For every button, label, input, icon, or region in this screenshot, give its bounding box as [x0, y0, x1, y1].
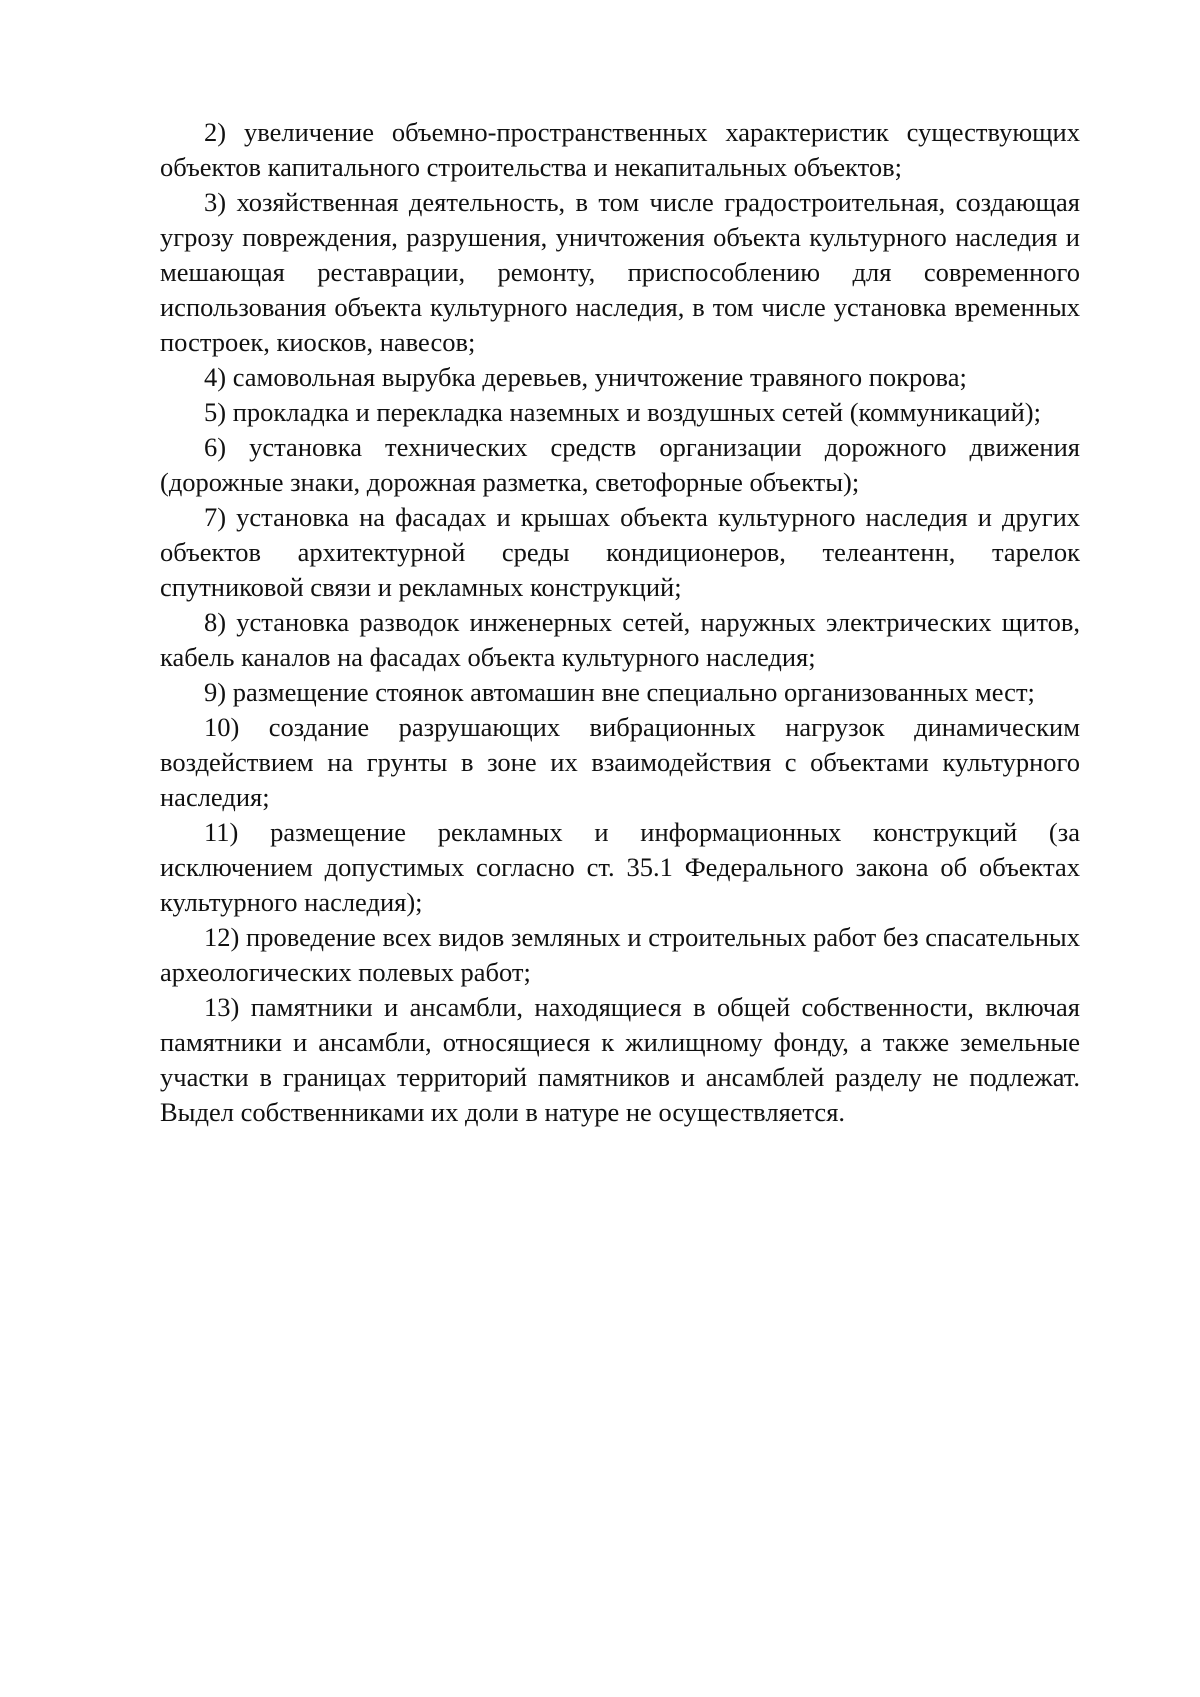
- list-item-4: 4) самовольная вырубка деревьев, уничтожение травяного покрова;: [204, 362, 967, 392]
- list-item-10: 10) создание разрушающих вибрационных нагрузок динамическим воздействием на грунты в зоне их взаимодействия с объектами культурного наследия;: [160, 712, 1080, 812]
- list-item-3: 3) хозяйственная деятельность, в том числе градостроительная, создающая угрозу повреждения, разрушения, уничтожения объекта культурного наследия и мешающая реставрации, ремонту, приспособлению для современного использования объекта культурного наследия, в том числе установка временных построек, киосков, навесов;: [160, 187, 1080, 357]
- document-body: [160, 115, 1080, 1130]
- list-item-11: 11) размещение рекламных и информационных конструкций (за исключением допустимых согласно ст. 35.1 Федерального закона об объектах культурного наследия);: [160, 817, 1080, 917]
- list-item-2: 2) увеличение объемно-пространственных характеристик существующих объектов капитального строительства и некапитальных объектов;: [160, 117, 1080, 182]
- list-item-13: 13) памятники и ансамбли, находящиеся в общей собственности, включая памятники и ансамбли, относящиеся к жилищному фонду, а также земельные участки в границах территорий памятников и ансамблей разделу не подлежат. Выдел собственниками их доли в натуре не осуществляется.: [160, 992, 1080, 1127]
- list-item-12: 12) проведение всех видов земляных и строительных работ без спасательных археологических полевых работ;: [160, 922, 1080, 987]
- list-item-6: 6) установка технических средств организации дорожного движения (дорожные знаки, дорожная разметка, светофорные объекты);: [160, 432, 1080, 497]
- list-item-7: 7) установка на фасадах и крышах объекта культурного наследия и других объектов архитектурной среды кондиционеров, телеантенн, тарелок спутниковой связи и рекламных конструкций;: [160, 502, 1080, 602]
- list-item-9: 9) размещение стоянок автомашин вне специально организованных мест;: [204, 677, 1035, 707]
- list-item-8: 8) установка разводок инженерных сетей, наружных электрических щитов, кабель каналов на фасадах объекта культурного наследия;: [160, 607, 1080, 672]
- list-item-5: 5) прокладка и перекладка наземных и воздушных сетей (коммуникаций);: [204, 397, 1041, 427]
